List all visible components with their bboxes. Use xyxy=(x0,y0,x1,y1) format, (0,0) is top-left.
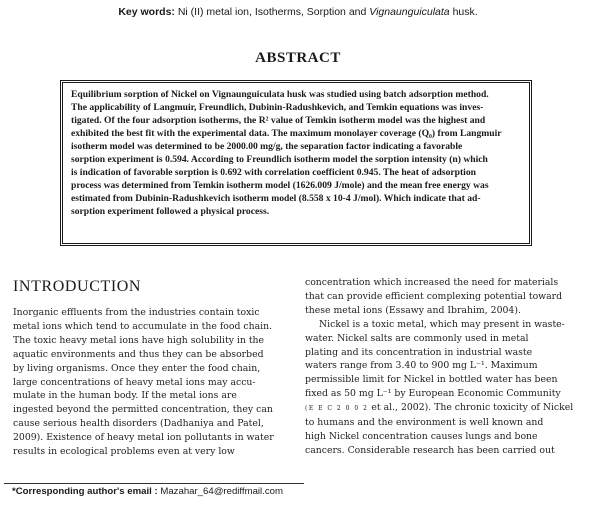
abstract-line: sorption experiment followed a physical process. xyxy=(71,206,270,218)
body-line: to humans and the environment is well known and xyxy=(305,417,544,429)
body-line: aquatic environments and thus they can be absorbed xyxy=(13,348,264,360)
body-line: fixed as 50 mg L⁻¹ by European Economic Community xyxy=(305,388,561,400)
body-line: mulate in the human body. If the metal ions are xyxy=(13,390,237,402)
body-line: ingested beyond the permitted concentration, they can xyxy=(13,404,273,416)
keywords-species: Vignaunguiculata xyxy=(369,6,450,18)
body-line: cause serious health disorders (Dadhaniya and Patel, xyxy=(13,418,264,430)
abstract-line: The applicability of Langmuir, Freundlich, Dubinin-Radushkevich, and Temkin equations was inves- xyxy=(71,102,484,114)
body-line: Inorganic effluents from the industries contain toxic xyxy=(13,307,260,318)
body-line: metal ions which tend to accumulate in the food chain. xyxy=(13,320,273,332)
introduction-heading: INTRODUCTION xyxy=(13,278,142,295)
body-line: The toxic heavy metal ions have high solubility in the xyxy=(13,334,265,346)
keywords-line xyxy=(0,6,596,18)
right-paragraph-2 xyxy=(305,318,587,458)
left-column xyxy=(13,276,293,459)
abstract-line: Equilibrium sorption of Nickel on Vignaunguiculata husk was studied using batch adsorption method. xyxy=(71,89,489,100)
body-line: Nickel is a toxic metal, which may present in waste- xyxy=(319,318,565,330)
body-line: these metal ions (Essawy and Ibrahim, 2004). xyxy=(305,304,521,316)
left-paragraph xyxy=(13,306,293,459)
abstract-line: process was determined from Temkin isotherm model (1626.009 J/mole) and the mean free energy was xyxy=(71,180,489,192)
body-line: permissible limit for Nickel in bottled water has been xyxy=(305,374,558,386)
right-paragraph-1 xyxy=(305,276,587,318)
right-column xyxy=(305,276,587,458)
citation-line xyxy=(305,401,587,416)
body-line: cancers. Considerable research has been carried out xyxy=(305,444,555,456)
author-email: Mazahar_64@rediffmail.com xyxy=(160,486,283,497)
abstract-line: tigated. Of the four adsorption isotherms, the R² value of Temkin isotherm model was the highest and xyxy=(71,115,486,127)
keywords-text: Ni (II) metal ion, Isotherms, Sorption and xyxy=(177,6,367,18)
body-line: by living organisms. Once they enter the food chain, xyxy=(13,362,261,374)
body-line: results in ecological problems even at very low xyxy=(13,446,235,458)
citation-smallcaps: (E E C 2 0 0 2 xyxy=(305,405,369,413)
body-line: waters range from 3.40 to 900 mg L⁻¹. Maximum xyxy=(305,360,538,372)
abstract-box xyxy=(60,80,532,246)
footnote-divider xyxy=(4,483,304,484)
body-line: that can provide efficient complexing potential toward xyxy=(305,290,563,302)
body-line: plating and its concentration in industrial waste xyxy=(305,346,533,358)
footnote-label: *Corresponding author's email : xyxy=(12,486,158,497)
abstract-title: ABSTRACT xyxy=(255,50,341,66)
body-line: concentration which increased the need for materials xyxy=(305,277,559,288)
body-line: large concentrations of heavy metal ions may accu- xyxy=(13,376,256,388)
body-line: high Nickel concentration causes lungs and bone xyxy=(305,430,538,442)
body-line: water. Nickel salts are commonly used in metal xyxy=(305,332,529,344)
abstract-line: sorption experiment is 0.594. According to Freundlich isotherm model the sorption intensity (n) which xyxy=(71,154,488,166)
abstract-line: is indication of favorable sorption is 0.692 with correlation coefficient 0.945. The heat of adsorption xyxy=(71,167,476,179)
keywords-label: Key words: xyxy=(118,6,175,18)
abstract-line: exhibited the best fit with the experimental data. The maximum monolayer coverage (Q₀) from Langmuir xyxy=(71,128,502,140)
keywords-tail: husk. xyxy=(452,6,478,18)
citation-tail: et al., 2002). The chronic toxicity of Nickel xyxy=(371,402,574,414)
abstract-line: estimated from Dubinin-Radushkevich isotherm model (8.558 x 10-4 J/mol). Which indicate that ad- xyxy=(71,193,481,205)
body-line: 2009). Existence of heavy metal ion pollutants in water xyxy=(13,432,274,444)
corresponding-author-footnote xyxy=(12,486,283,497)
abstract-line: isotherm model was determined to be 2000.00 mg/g, the separation factor indicating a favorable xyxy=(71,141,463,153)
